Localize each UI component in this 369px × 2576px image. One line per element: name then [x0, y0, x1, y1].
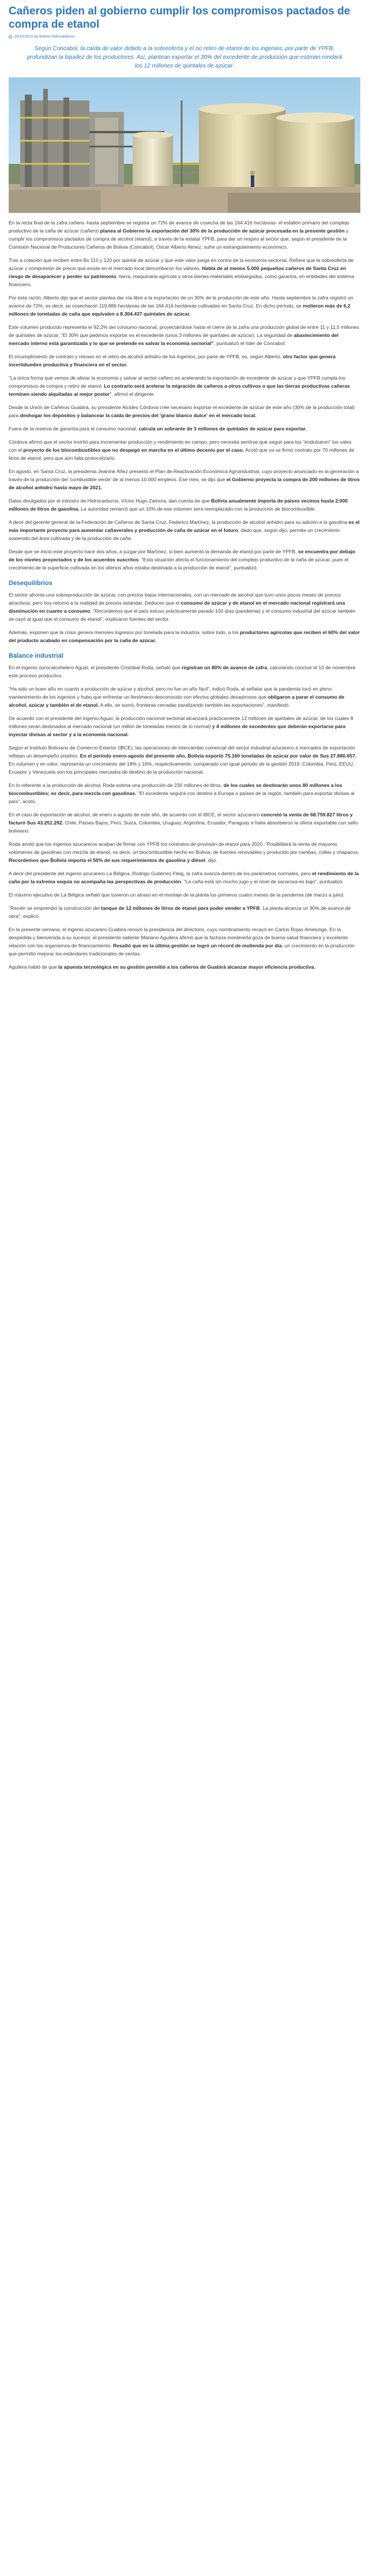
paragraph-2: Tras a colación que reciben entre Bs 110 y 120 por quintal de azúcar y que este valor juega en contra de la economía sectorial. Refiere que la sobreoferta de azúcar y compresión de precio que existe en el mercado local derrumbaron los valores. Habla de al menos 5.000 pequeños cañeros de Santa Cruz en riesgo de desaparecer y perder su patrimonio, tierra, maquinaria agrícola y otros bienes materiales embargados, como garantía, en entidades del sistema financiero.: [9, 257, 354, 287]
paragraph-19: Según el Instituto Boliviano de Comercio Exterior (IBCE), las operaciones de intercambio comercial del sector industrial azucarero a mercados de exportación reflejan un desempeño positivo. En el período enero-agosto del presente año, Bolivia exportó 75.160 toneladas de azúcar por valor de Sus 27.880.657. En volumen y en valor, representa un crecimiento del 18% y 16%, respectivamente, comparado con igual periodo de la gestión 2019. Colombia, Perú, EEUU, Ecuador y Venezuela son los principales mercados de destino de la producción nacional.: [9, 745, 357, 775]
article-title: Cañeros piden al gobierno cumplir los compromisos pactados de compra de etanol: [9, 5, 351, 31]
paragraph-8: Fuera de la reserva de garantía para el consumo nacional, calcula un sobrante de 3 millones de quintales de azúcar para exportar.: [9, 426, 307, 432]
paragraph-11: Datos divulgados por el ministro de Hidrocarburos, Víctor Hugo Zamora, dan cuenta de que Bolivia anualmente importa de países vecinos hasta 2.000 millones de litros de gasolina. La autoridad remarcó que un 10% de ese volumen será reemplazado con la producción de biocombustible.: [9, 498, 348, 512]
paragraph-3: Por esta razón, Alberto dijo que el sector plantea dar vía libre a la exportación de un 30% de la producción de este año. Hasta septiembre la zafra registró un avance de 72%, es decir, se cosecharon 119.886 hectáreas de las 164.416 hectáreas cultivadas en Santa Cruz. En dicho período, se molieron más de 6,2 millones de toneladas de caña que equivalen a 8.304.437 quintales de azúcar.: [9, 295, 353, 317]
paragraph-9: Córdova afirmó que el sector invirtió para incrementar producción y rendimiento en campo, pero necesita sentirse que seguir para los "endulzaron" los vales con el proyecto de los biocombustibles que no despegó en marcha en el último decenio por el caso. Acotó que ya se firmó contrato por 70 millones de litros de etanol, pero que aún falta protocolizarlo.: [9, 439, 355, 461]
paragraph-16: En el ingenio ourocalcohelero Aguaí, el presidente Cristóbal Roda, señaló que registran un 80% de avance de zafra, calculando concluir el 10 de noviembre este proceso productivo.: [9, 665, 356, 678]
article: [9, 0, 360, 985]
paragraph-1: En la recta final de la zafra cañera -hasta septiembre se registra un 72% de avance de cosecha de las 164.416 hectáreas- el estallón primario del complejo productivo de la caña de azúcar (cañero) planea al Gobierno la exportación del 30% de la producción de azúcar procesada en la presente gestión y cumplir los compromisos pactados de compra de alcohol (etanol), a través de la estatal YPFB, para dar un respiro al sector que, según el presidente de la Comisión Nacional de Productores Cañeros de Bolivia (Concabol), Óscar Alberto Almez, sufre un estrangulamiento económico.: [9, 220, 349, 250]
paragraph-17: "Ha sido un buen año en cuanto a producción de azúcar y alcohol, pero no fue un año fácil", indicó Roda, al señalar que la pandemia tocó en pleno mantenimiento de los ingenios y hubo que enfrentar un fenómeno desconocido con efectos globales desastrosos que obligaron a parar el consumo de alcohol, azúcar y también el de etanol. A ello, se sumó, fronteras cerradas paralizando también las exportaciones", manifestó.: [9, 686, 345, 708]
paragraph-23: A decir del presidente del ingenio azucarero La Bélgica, Rodrigo Gutiérrez Fleig, la zafra avanza dentro de los parámetros normales, pero el rendimiento de la caña por la extrema sequía no acompaña las perspectivas de producción. "La caña está sin mucho jugo y el nivel de sacarosa es bajo", puntualizó.: [9, 871, 359, 884]
clock-icon: [9, 35, 12, 39]
paragraph-14: El sector afronta una sobreproducción de azúcar, con precios bajos internacionales, con un mercado de alcohol que tuvo unos pocos meses de precios atractivos; pero hoy retornó a la realidad de precios estándar. Deducen que el consumo de azúcar y de etanol en el mercado nacional registrará una disminución en cuanto a consumo. "Recordemos que el país estuvo prácticamente parado 100 días (pandemia) y el consumo industrial del azúcar también se cayó al igual que el consumo de etanol", explicaron fuentes del sector.: [9, 592, 356, 622]
paragraph-24: El máximo ejecutivo de La Bélgica señaló que tuvieron un atraso en el montaje de la planta los primeros cuatro meses de la pandemia (de marzo a julio).: [9, 892, 345, 898]
heading-desequilibrios: Desequilibrios: [9, 580, 52, 587]
paragraph-25: "Recién se emprendió la construcción del tanque de 12 millones de litros de etanol para poder vender a YPFB. La planta alcanza un 90% de avance de obra", explicó.: [9, 905, 351, 919]
paragraph-20: En lo referente a la producción de alcohol, Roda estima una producción de 230 millones de litros, de los cuales se destinarán unos 80 millones a los biocombustibles; es decir, para mezcla con gasolinas. "El excedente seguirá con destino a Europa o países de la región, también para exportar divisas al país", acotó.: [9, 782, 355, 804]
article-lead: Según Concabol, la caída de valor debido a la sobreoferta y el no retiro de etanol de los ingenios, por parte de YPFB, profundizan la liquidez de los productores. Así, plantean exportar el 30% del excedente de producción que estiman rondará los 12 millones de quintales de azúcar.: [27, 46, 342, 69]
article-date-author: 20/10/2022 by Bolivia Hidrocarburos: [14, 35, 75, 39]
paragraph-21: En el caso de exportación de alcohol, de enero a agosto de este año, de acuerdo con el IBCE, el sector azucarero concretó la venta de 68.759.827 litros y facturó Sus 43.251.292. Chile, Países Bajos, Perú, Suiza, Colombia, Uruguay, Argentina, Ecuador, Paraguay e Italia absorbieron la oferta exportable con sello boliviano.: [9, 812, 358, 834]
paragraph-18: De acuerdo con el presidente del ingenio Aguaí, la producción nacional sectorial alcanzará prácticamente 12 millones de quintales de azúcar, de los cuales 8 millones serán destinados al mercado nacional (un millón de toneladas menos de lo normal) y 4 millones de excedentes que deberán exportarse para inyectar divisas al sector y a la economía nacional.: [9, 715, 353, 737]
paragraph-7: Desde la Unión de Cañeros Guabirá, su presidente Alcides Córdova cree necesario exportar el excedente de azúcar de este año (30% de la producción total) para deshogar los depósitos y balancear la caída de precios del 'grano blanco dulce' en el mercado local.: [9, 404, 355, 418]
hero-image: [9, 77, 360, 213]
paragraph-26: En la presente semana, el ingenio azucarero Guabirá renovó la presidencia del directorio, cuyo nombramiento recayó en Carlos Rojas Amelunge. En la despedida y bienvenida a su sucesor, el presidente saliente Mariano Aguilera afirmó que la factoría montereña goza de buena salud financiera y excelente relación con los organismos de financiamiento. Resaltó que en la última gestión se logró un récord de molienda por día, un crecimiento en la producción que permitió mejorar los estándares tradicionales de ventas.: [9, 927, 355, 957]
paragraph-4: Este volumen producido representa el 92,2% del consumo nacional, proyectándose hasta el cierre de la zafra una producción global de entre 11 y 11,5 millones de quintales de azúcar. "El 30% que pedimos exportar es el excedente (unos 3 millones de quintales de azúcar). La seguridad de abastecimiento del mercado interno está garantizada y lo que se pretende es salvar la economía sectorial", puntualizó el líder de Concabol.: [9, 324, 359, 346]
paragraph-12: A decir del gerente general de la Federación de Cañeros de Santa Cruz, Federico Martínez, la producción de alcohol anhidro para su adición a la gasolina es el más importante proyecto para aumentar cañaverales y producción de caña de azúcar en el futuro, dado que, según dijo, permite un crecimiento sostenido del área cultivada y de la producción de caña.: [9, 519, 360, 541]
paragraph-10: En agosto, en Santa Cruz, la presidenta Jeanine Áñez presentó el Plan de Reactivación Económica Agroindustrial, cuyo proyecto anunciado es la generación a través de la producción del 'combustible verde' de al menos 10.000 empleos. Ese mes, se dijo que el Gobierno proyecta la compra de 200 millones de litros de alcohol anhidro hasta mayo de 2021.: [9, 468, 360, 490]
paragraph-27: Aguilera habló de que la apuesta tecnológica en su gestión permitió a los cañeros de Guabirá alcanzar mayor eficiencia productiva.: [9, 964, 316, 970]
paragraph-22: Roda anotó que los ingenios azucareros acaban de firmar con YPFB los contratos de provisión de etanol para 2020. "Posibilitará la venta de mayores volúmenes de gasolinas con mezcla de etanol, es decir, un biocombustible hecho en Bolivia, de fuentes renovables y producido por cambas, collas y chapacos. Recordemos que Bolivia importa el 50% de sus requerimientos de gasolina y diésel. dijo.: [9, 841, 360, 863]
paragraph-13: Desde que se inició este proyecto hace dos años, a juzgar por Martínez, si bien aumentó la demanda de etanol por parte de YPFB, se encuentra por debajo de los niveles proyectados y de los acuerdos suscritos. "Esta situación afecta el funcionamiento del complejo productivo de la caña de azúcar, pues el crecimiento de la superficie cultivada en los últimos años estaba destinada a la producción de etanol", puntualizó.: [9, 549, 356, 571]
paragraph-5: El incumplimiento de contrato y retraso en el retiro de alcohol anhidro de los ingenios, por parte de YPFB, es, según Alberto, otro factor que genera incertidumbre productiva y financiera en el sector.: [9, 354, 336, 368]
article-meta: [9, 35, 360, 39]
paragraph-15: Además, exponen que la crisis genera menores ingresos por tonelada para la industria, sobre todo, a los productores agrícolas que reciben el 60% del valor del producto acabado en compensación por la caña de azúcar.: [9, 629, 360, 643]
paragraph-6: "La única forma que vemos de aliviar la economía y salvar al sector cañero es acelerando la exportación de excedente de azúcar y que YPFB cumpla los compromisos de compra y retiro de etanol. Lo contrario será acelerar la migración de cañeros a otros cultivos o que las tierras productivas cañeras terminen siendo alquiladas al mejor postor", afirmó el dirigente.: [9, 375, 350, 397]
heading-balance-industrial: Balance industrial: [9, 653, 63, 659]
